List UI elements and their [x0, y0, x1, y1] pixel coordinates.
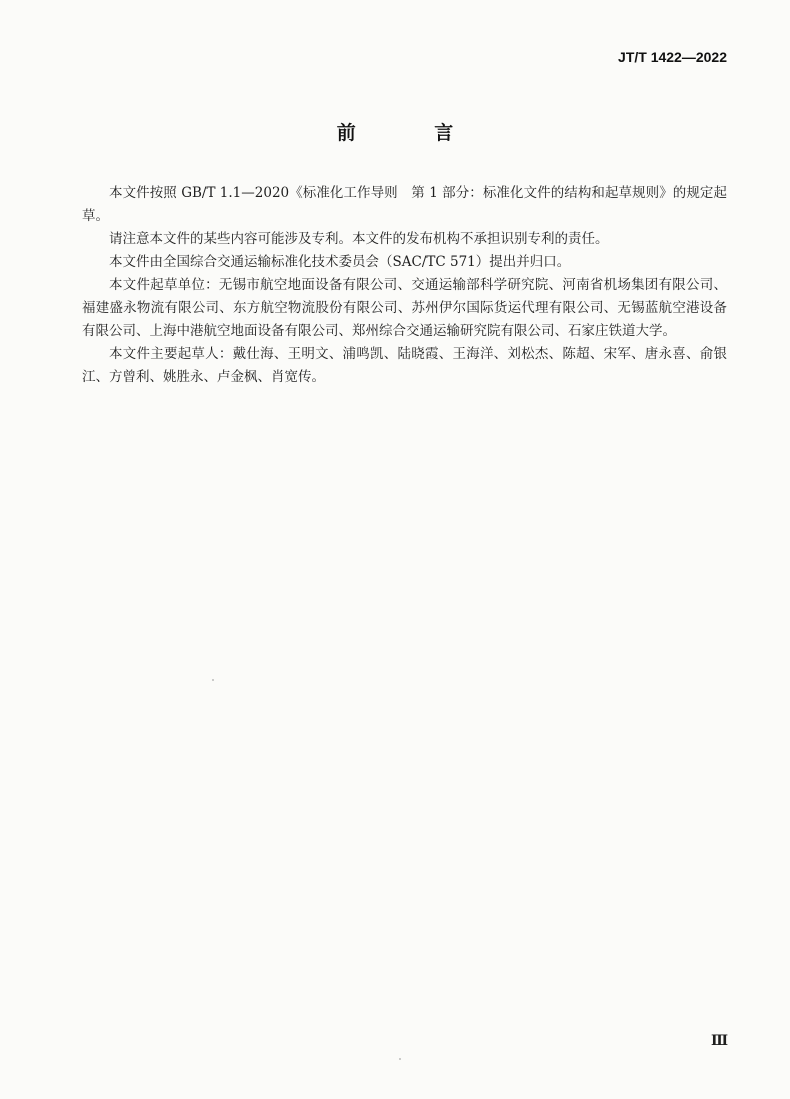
paragraph-drafters: 本文件主要起草人：戴仕海、王明文、浦鸣凯、陆晓霞、王海洋、刘松杰、陈超、宋军、唐永喜、俞银江、方曾利、姚胜永、卢金枫、肖宽传。 — [82, 346, 727, 385]
paragraph-drafting-basis: 本文件按照 GB/T 1.1—2020《标准化工作导则 第 1 部分：标准化文件的结构和起草规则》的规定起草。 — [82, 185, 727, 224]
foreword-body — [82, 182, 727, 389]
scan-speck — [399, 1058, 401, 1060]
page-title: 前 言 — [336, 122, 490, 144]
paragraph-proposer: 本文件由全国综合交通运输标准化技术委员会（SAC/TC 571）提出并归口。 — [109, 254, 571, 270]
page-number: Ⅲ — [710, 1033, 728, 1049]
document-code: JT/T 1422—2022 — [618, 49, 727, 65]
paragraph-drafting-units: 本文件起草单位：无锡市航空地面设备有限公司、交通运输部科学研究院、河南省机场集团有限公司、福建盛永物流有限公司、东方航空物流股份有限公司、苏州伊尔国际货运代理有限公司、无锡蓝航空港设备有限公司、上海中港航空地面设备有限公司、郑州综合交通运输研究院有限公司、石家庄铁道大学。 — [82, 277, 727, 339]
scan-speck — [212, 679, 214, 681]
paragraph-patent-notice: 请注意本文件的某些内容可能涉及专利。本文件的发布机构不承担识别专利的责任。 — [109, 231, 609, 247]
